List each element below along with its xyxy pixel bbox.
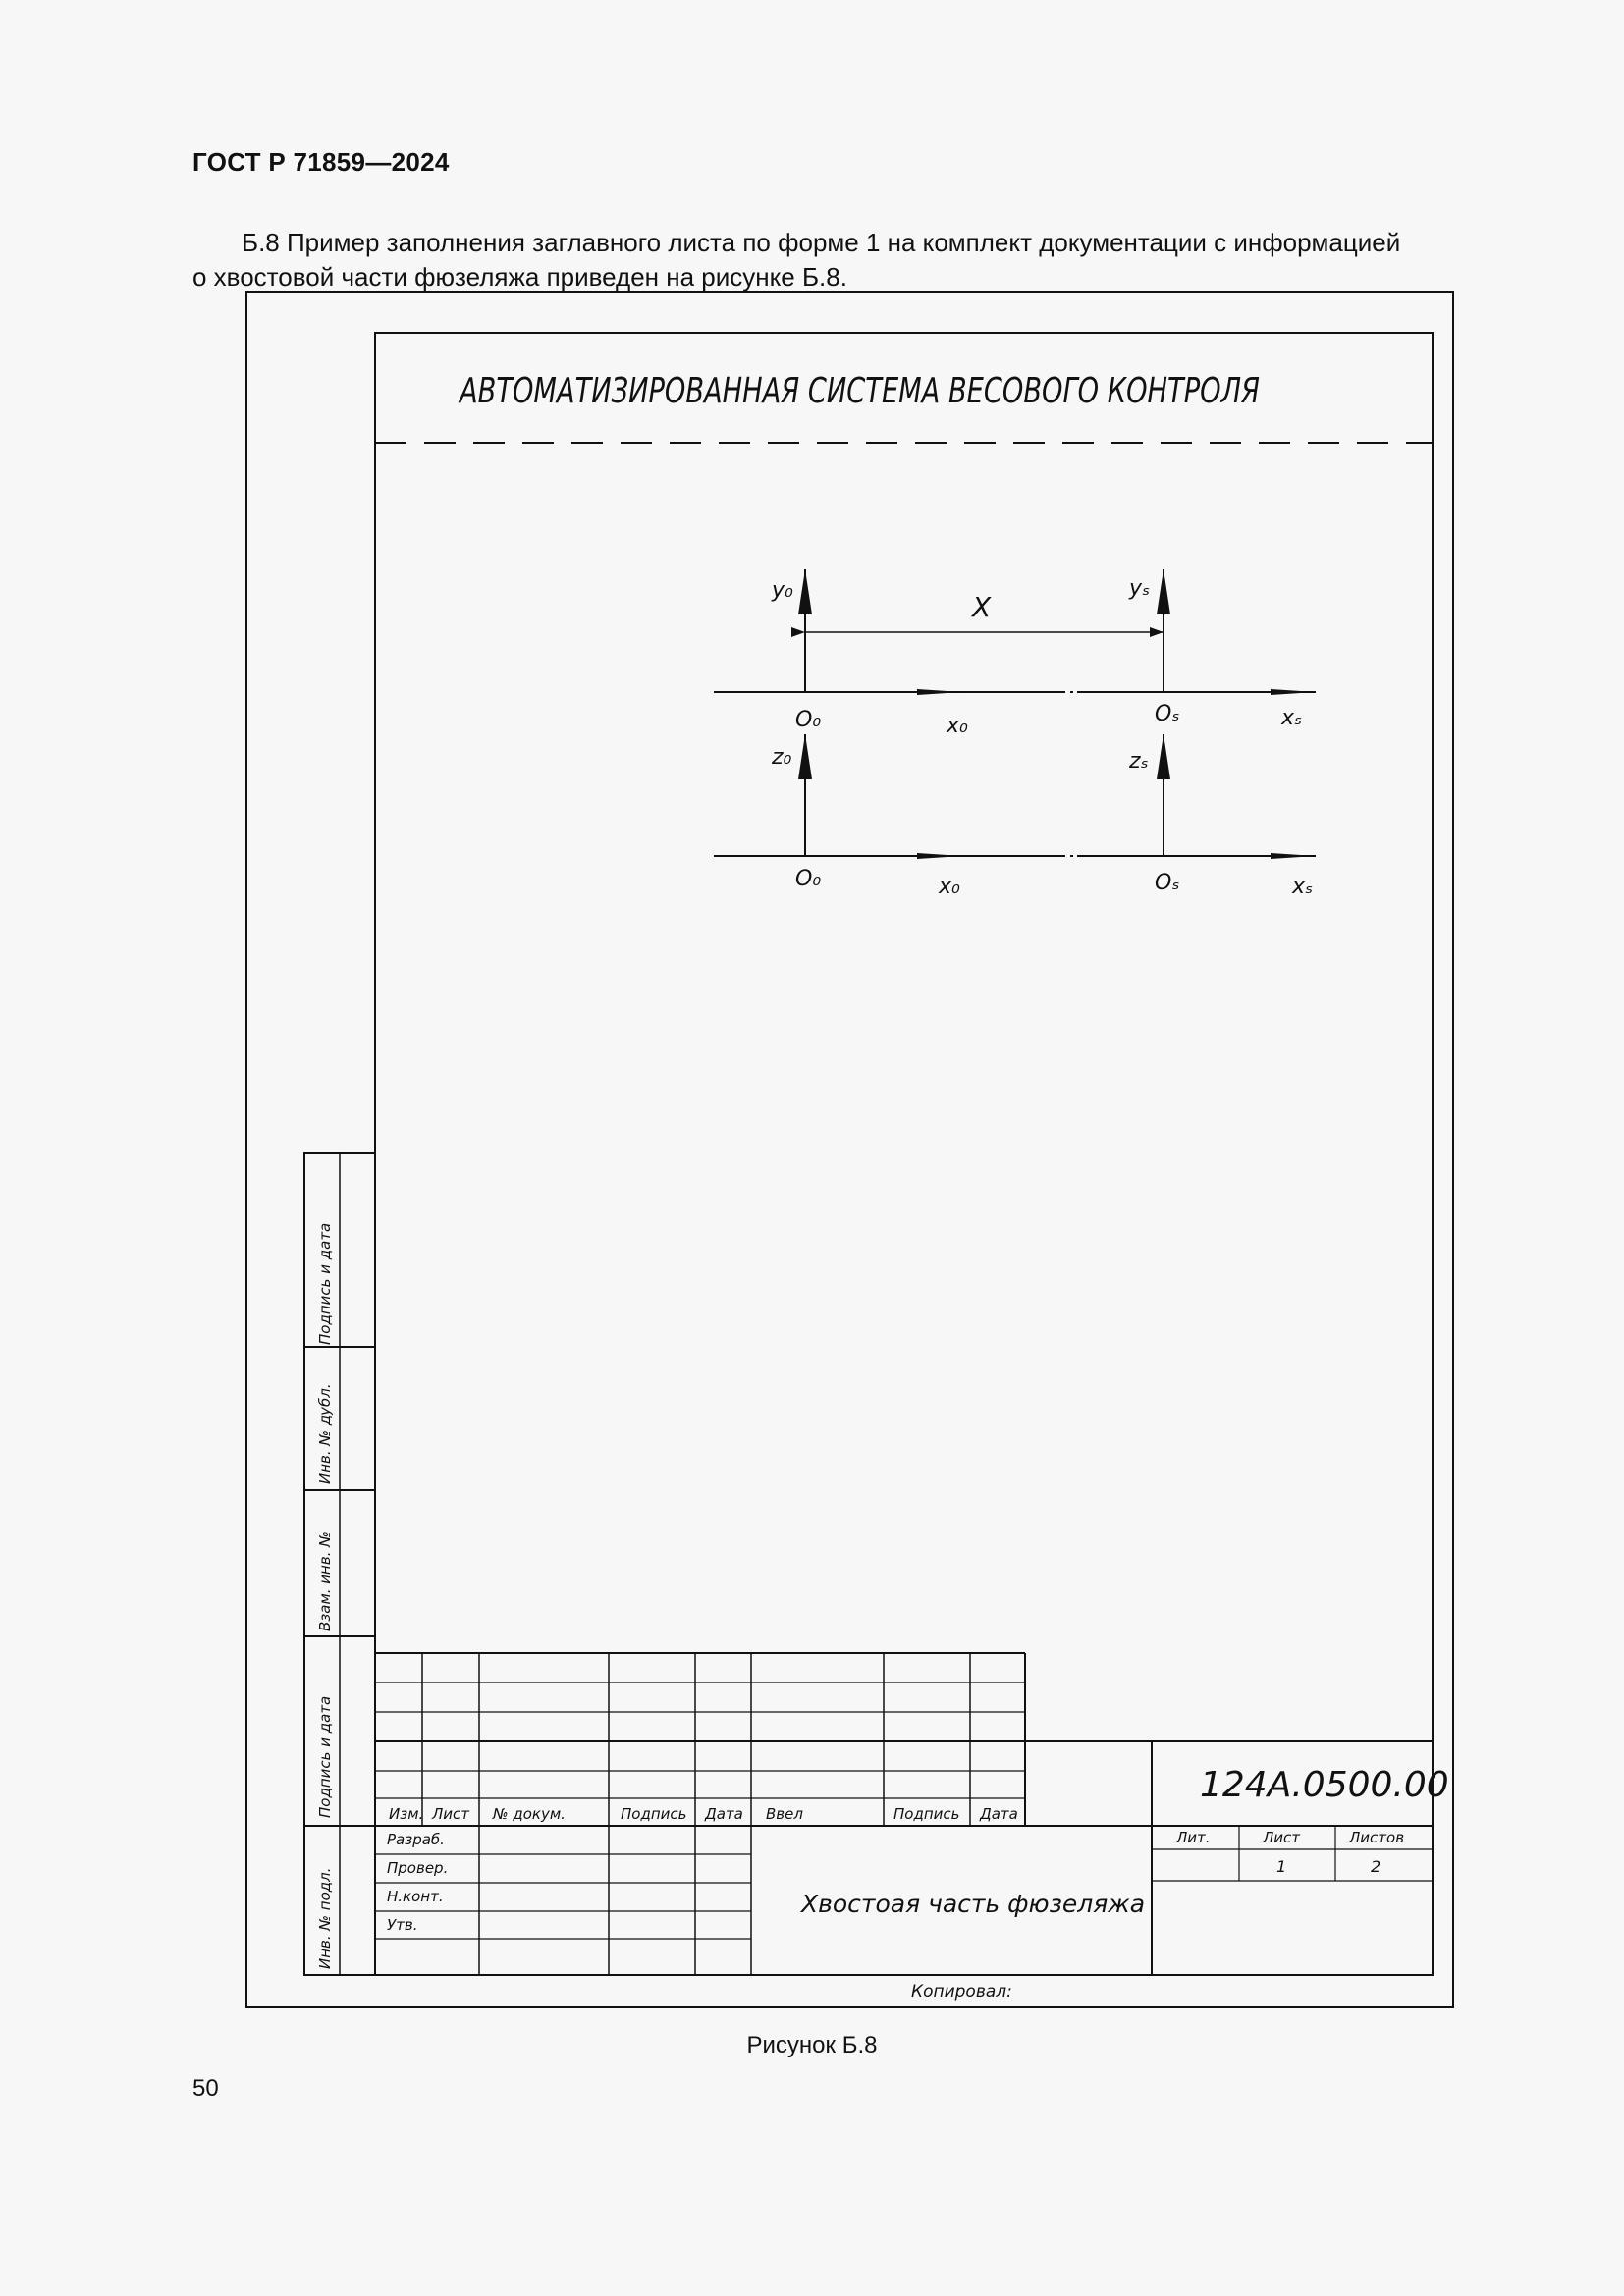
- tb-lit-label: Лит.: [1176, 1829, 1211, 1846]
- side-field-dup-inv: Инв. № дубл.: [316, 1383, 334, 1484]
- top-o0-label: O₀: [795, 708, 822, 732]
- top-os-label: Oₛ: [1155, 702, 1180, 726]
- tb-header-date: Дата: [705, 1805, 743, 1823]
- tb-row-developer: Разраб.: [387, 1831, 445, 1848]
- tb-copied-label: Копировал:: [911, 1982, 1012, 2002]
- bottom-o0-label: O₀: [795, 867, 822, 891]
- bottom-zs-label: zₛ: [1129, 749, 1149, 774]
- top-x0-label: x₀: [947, 714, 968, 738]
- bottom-os-label: Oₛ: [1155, 871, 1180, 895]
- tb-header-change: Изм.: [389, 1805, 424, 1823]
- bottom-z0-label: z₀: [772, 745, 792, 770]
- outer-frame: [246, 292, 1453, 2007]
- page-number: 50: [192, 2075, 219, 2102]
- tb-header-entered: Ввел: [766, 1805, 803, 1823]
- tb-product-name: Хвостоая часть фюзеляжа: [801, 1890, 1146, 1918]
- side-field-orig-inv: Инв. № подл.: [316, 1867, 334, 1969]
- tb-row-checker: Провер.: [387, 1859, 449, 1877]
- bottom-x0-label: x₀: [939, 875, 960, 899]
- tb-designation: 124А.0500.00: [1200, 1765, 1449, 1805]
- standard-header: ГОСТ Р 71859—2024: [192, 147, 450, 177]
- side-field-signature-date-2: Подпись и дата: [316, 1695, 334, 1818]
- top-ys-label: yₛ: [1129, 576, 1151, 601]
- top-y0-label: y₀: [772, 578, 793, 603]
- inner-frame: [375, 333, 1433, 1975]
- tb-row-norm-control: Н.конт.: [387, 1888, 444, 1905]
- top-xs-label: xₛ: [1281, 706, 1303, 730]
- tb-header-signature-2: Подпись: [893, 1805, 960, 1823]
- tb-header-docnum: № докум.: [493, 1805, 566, 1823]
- tb-sheets-label: Листов: [1349, 1829, 1405, 1846]
- tb-header-date-2: Дата: [980, 1805, 1018, 1823]
- figure-caption: Рисунок Б.8: [746, 2032, 878, 2058]
- tb-sheet-value: 1: [1276, 1857, 1287, 1876]
- dimension-x-label: X: [972, 591, 992, 623]
- side-field-signature-date-1: Подпись и дата: [316, 1222, 334, 1345]
- intro-line-2: о хвостовой части фюзеляжа приведен на рисунке Б.8.: [192, 262, 847, 292]
- tb-sheet-label: Лист: [1263, 1829, 1301, 1846]
- tb-row-approved: Утв.: [387, 1916, 418, 1934]
- tb-header-sheet: Лист: [432, 1805, 470, 1823]
- drawing-title: АВТОМАТИЗИРОВАННАЯ СИСТЕМА ВЕСОВОГО КОНТРОЛЯ: [458, 371, 1260, 411]
- bottom-xs-label: xₛ: [1292, 875, 1314, 899]
- tb-header-signature: Подпись: [621, 1805, 687, 1823]
- tb-sheets-value: 2: [1371, 1857, 1381, 1876]
- side-field-replace-inv: Взам. инв. №: [316, 1531, 334, 1631]
- intro-line-1: Б.8 Пример заполнения заглавного листа по форме 1 на комплект документации с информацией: [242, 228, 1401, 257]
